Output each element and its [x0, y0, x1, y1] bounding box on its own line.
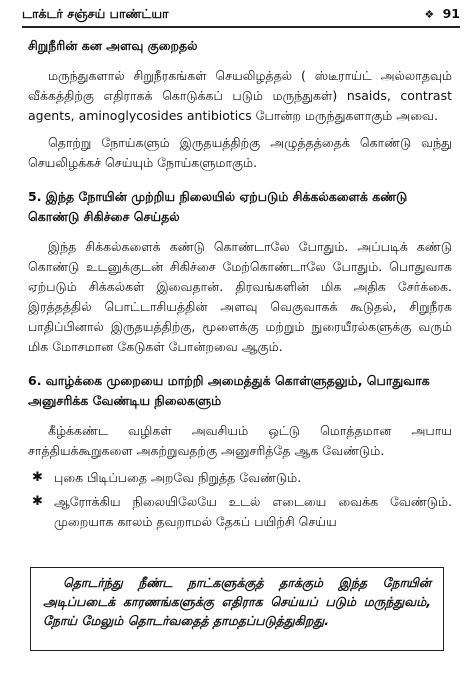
running-title: டாக்டர் சஞ்சய் பாண்ட்யா — [22, 6, 169, 21]
bullet-text: ஆரோக்கிய நிலையிலேயே உடல் எடையை வைக்க வேண்டும். முறையாக காலம் தவறாமல் தேகப் பயிற்சி செய்ய — [54, 494, 452, 529]
star-bullet-icon: ✱ — [32, 494, 43, 509]
section-heading-lifestyle: 6. வாழ்க்கை முறையை மாற்றி அமைத்துக் கொள்ளுதலும், பொதுவாக அனுசரிக்க வேண்டிய நிலைகளும் — [28, 373, 430, 408]
paragraph-drug-induced-failure: மருந்துகளால் சிறுநீரகங்கள் செயலிழத்தல் ( ஸ்டீராய்ட் அல்லாதவும் வீக்கத்திற்கு எதிராகக் கொடுக்கப் படும் மருந்துகள்) nsaids, contrast agents, aminoglycosides antibiotics போன்ற மருந்துகளாகும் அவை. — [28, 68, 452, 123]
lifestyle-bullet-list — [28, 468, 452, 532]
paragraph-lifestyle-intro: கீழ்க்கண்ட வழிகள் அவசியம் ஒட்டு மொத்தமான அபாய சாத்தியக்கூறுகளை அகற்றுவதற்கு அனுசரித்தே ஆக வேண்டும். — [28, 423, 452, 458]
page-body — [28, 36, 452, 536]
page-number: 91 — [442, 6, 460, 21]
page-number-group — [424, 6, 460, 21]
callout-box — [30, 567, 444, 651]
callout-text: தொடர்ந்து நீண்ட நாட்களுக்குத் தாக்கும் இந்த நோயின் அடிப்படைக் காரணங்களுக்கு எதிராக செய்யப் படும் மருந்துவம், நோய் மேலும் தொடர்வதைத் தாமதப்படுத்துகிறது. — [43, 575, 431, 628]
star-bullet-icon: ✱ — [32, 470, 43, 485]
running-header — [22, 4, 460, 28]
list-item — [28, 492, 452, 532]
ornament-icon: ❖ — [424, 8, 435, 21]
list-item — [28, 468, 452, 488]
section-heading-complications: 5. இந்த நோயின் முற்றிய நிலையில் ஏற்படும் சிக்கல்களைக் கண்டு கொண்டு சிகிச்சை செய்தல் — [28, 189, 408, 224]
paragraph-infections: தொற்று நோய்களும் இருதயத்திற்கு அழுத்தத்தைக் கொண்டு வந்து செயலிழக்கச் செய்யும் நோய்களுமாகும். — [28, 135, 452, 170]
paragraph-complications: இந்த சிக்கல்களைக் கண்டு கொண்டாலே போதும். அப்படிக் கண்டு கொண்டு உடனுக்குடன் சிகிச்சை மேற்கொண்டாலே போதும். பொதுவாக ஏற்படும் சிக்கல்கள் இவைதான். திரவங்களின் மிக அதிக சேர்க்கை. இரத்தத்தில் பொட்டாசியத்தின் அளவு வெகுவாகக் கூடுதல், சிறுநீரக பாதிப்பினால் இருதயத்திற்கு, மூளைக்கு மற்றும் நுரையீரல்களுக்கு வரும் மிக மோசமான கேடுகள் போன்றவை ஆகும். — [28, 239, 452, 354]
bullet-text: புகை பிடிப்பதை அறவே நிறுத்த வேண்டும். — [54, 470, 302, 485]
section-heading-urine-volume: சிறுநீரின் கன அளவு குறைதல் — [28, 38, 198, 53]
